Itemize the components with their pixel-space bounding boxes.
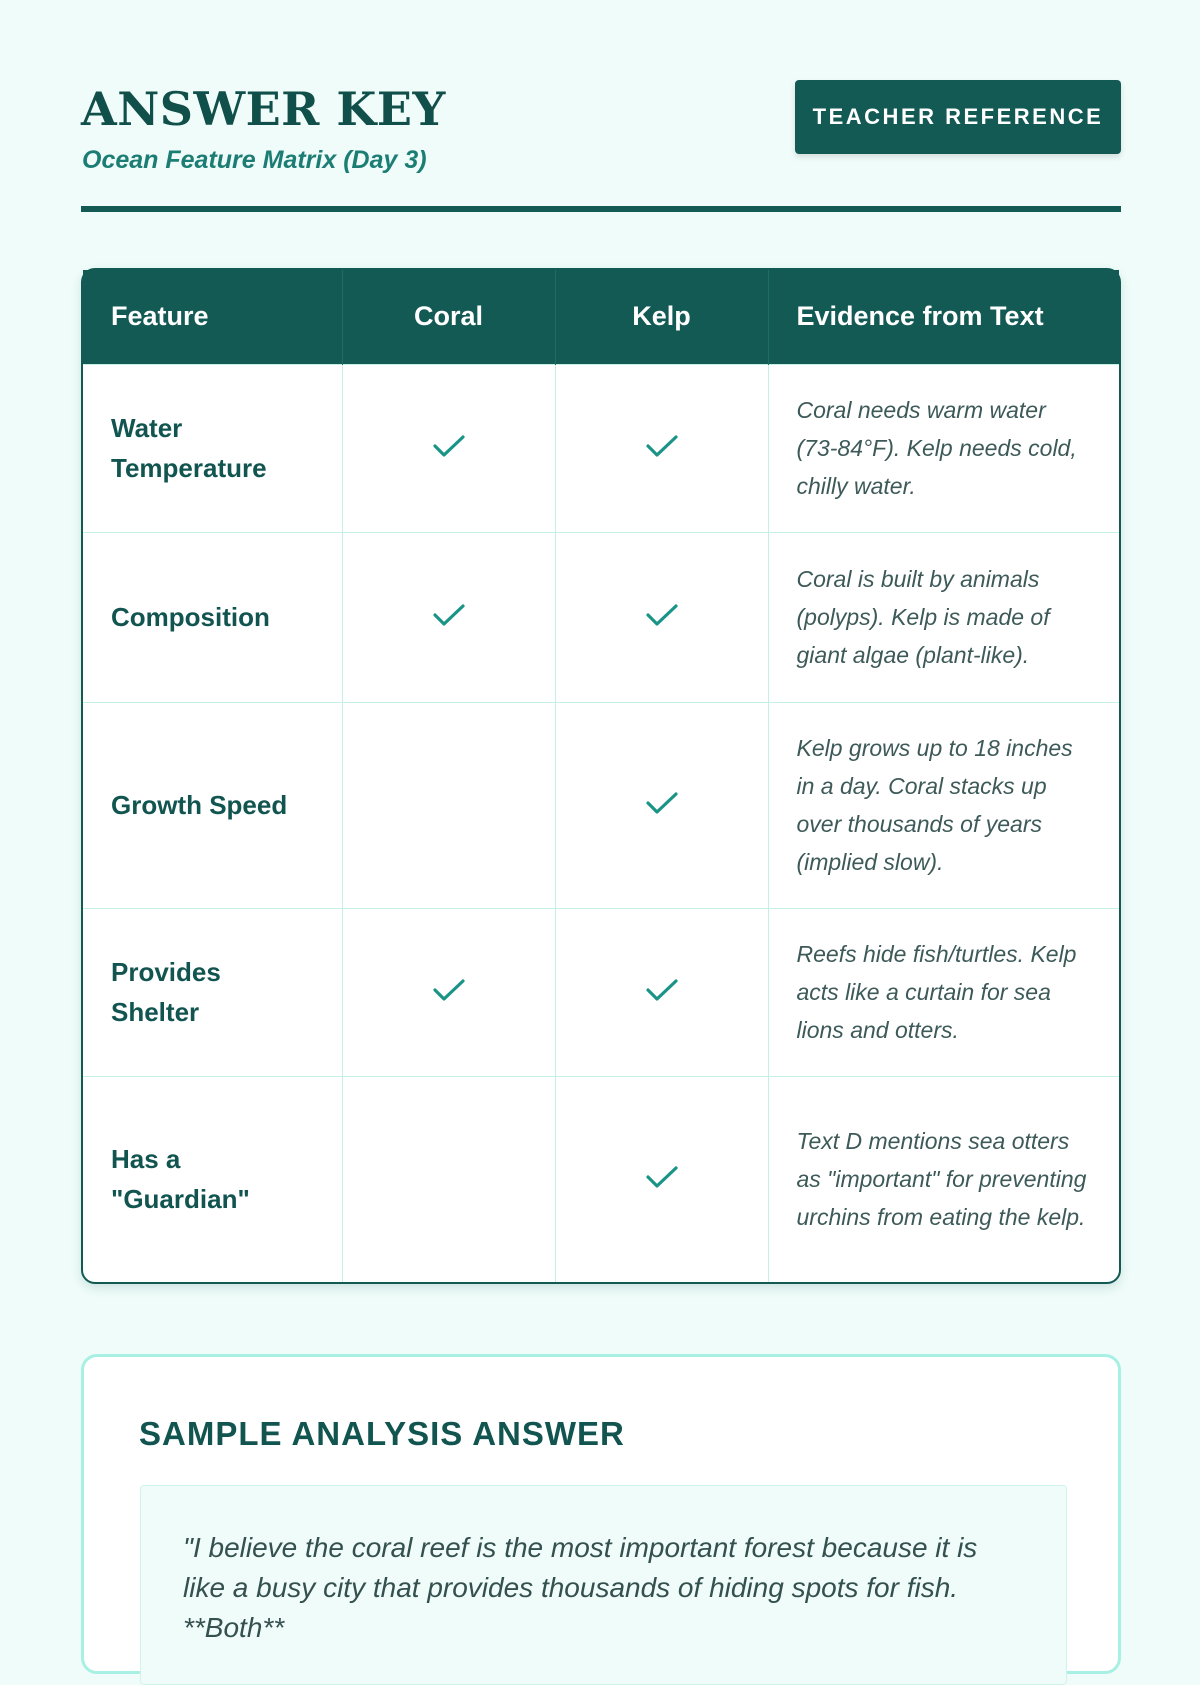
feature-label: Water Temperature [83,364,342,532]
table-row [83,702,1119,908]
checkmark-icon [645,433,679,459]
page-header [81,0,1121,215]
feature-label: Provides Shelter [83,908,342,1076]
feature-matrix-table [81,268,1121,1284]
feature-label: Composition [83,532,342,702]
evidence-text: Kelp grows up to 18 inches in a day. Coral stacks up over thousands of years (implied slow). [768,702,1119,908]
column-header-kelp: Kelp [555,270,768,364]
column-header-coral: Coral [342,270,555,364]
checkmark-icon [645,790,679,816]
coral-cell [342,1076,555,1282]
header-divider [81,206,1121,212]
kelp-cell [555,364,768,532]
coral-cell [342,532,555,702]
analysis-quote: "I believe the coral reef is the most important forest because it is like a busy city that provides thousands of hiding spots for fish. **Both** [140,1485,1067,1685]
kelp-cell [555,908,768,1076]
checkmark-icon [645,977,679,1003]
coral-cell [342,908,555,1076]
evidence-text: Reefs hide fish/turtles. Kelp acts like a curtain for sea lions and otters. [768,908,1119,1076]
teacher-reference-button[interactable]: TEACHER REFERENCE [795,80,1121,154]
kelp-cell [555,702,768,908]
evidence-text: Text D mentions sea otters as "important" for preventing urchins from eating the kelp. [768,1076,1119,1282]
table-row [83,908,1119,1076]
kelp-cell [555,1076,768,1282]
evidence-text: Coral needs warm water (73-84°F). Kelp needs cold, chilly water. [768,364,1119,532]
checkmark-icon [645,1164,679,1190]
page-subtitle: Ocean Feature Matrix (Day 3) [82,146,427,174]
table-row [83,532,1119,702]
column-header-evidence: Evidence from Text [768,270,1119,364]
evidence-text: Coral is built by animals (polyps). Kelp is made of giant algae (plant-like). [768,532,1119,702]
coral-cell [342,364,555,532]
sample-analysis-card [81,1354,1121,1674]
checkmark-icon [432,977,466,1003]
coral-cell [342,702,555,908]
table-row [83,1076,1119,1282]
checkmark-icon [645,602,679,628]
feature-label: Has a "Guardian" [83,1076,342,1282]
page-title: ANSWER KEY [81,82,446,136]
feature-label: Growth Speed [83,702,342,908]
checkmark-icon [432,602,466,628]
answer-key-page [81,0,1121,1643]
table-header-row [83,270,1119,364]
analysis-title: SAMPLE ANALYSIS ANSWER [139,1415,625,1452]
checkmark-icon [432,433,466,459]
table-row [83,364,1119,532]
kelp-cell [555,532,768,702]
column-header-feature: Feature [83,270,342,364]
